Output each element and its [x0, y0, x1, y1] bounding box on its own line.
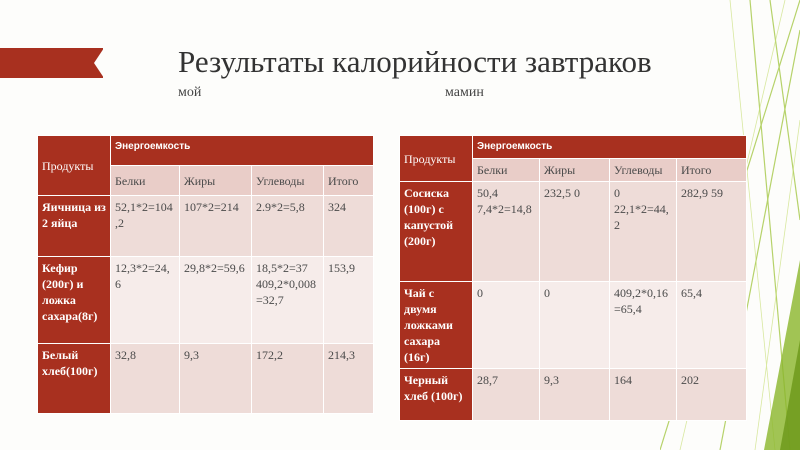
- table-row: [38, 257, 374, 344]
- column-header: Белки: [111, 166, 180, 196]
- table-cell: 324: [324, 196, 374, 257]
- table-cell: 50,4 7,4*2=14,8: [473, 182, 540, 282]
- header-products: Продукты: [400, 136, 473, 182]
- table-cell: 0: [540, 282, 610, 369]
- table-row: [38, 344, 374, 414]
- table-cell: 28,7: [473, 369, 540, 421]
- table-cell: 282,9 59: [677, 182, 747, 282]
- table-cell: 32,8: [111, 344, 180, 414]
- table-cell: 2.9*2=5,8: [252, 196, 324, 257]
- table-cell: 202: [677, 369, 747, 421]
- table-cell: 153,9: [324, 257, 374, 344]
- title-accent-bar: [0, 48, 103, 78]
- subtitle-left: мой: [178, 85, 202, 100]
- table-cell: 9,3: [540, 369, 610, 421]
- column-header: Белки: [473, 159, 540, 182]
- table-cell: 107*2=214: [180, 196, 252, 257]
- table-row: [38, 196, 374, 257]
- table-cell: 172,2: [252, 344, 324, 414]
- table-cell: 0 22,1*2=44,2: [610, 182, 677, 282]
- column-header: Жиры: [540, 159, 610, 182]
- table-cell: 0: [473, 282, 540, 369]
- row-product: Сосиска (100г) с капустой (200г): [400, 182, 473, 282]
- table-cell: 52,1*2=104,2: [111, 196, 180, 257]
- row-product: Кефир (200г) и ложка сахара(8г): [38, 257, 111, 344]
- row-product: Чай с двумя ложками сахара (16г): [400, 282, 473, 369]
- column-header: Итого: [324, 166, 374, 196]
- table-cell: 9,3: [180, 344, 252, 414]
- table-mom-breakfast: [399, 135, 747, 421]
- column-header: Углеводы: [610, 159, 677, 182]
- table-row: [400, 282, 747, 369]
- row-product: Черный хлеб (100г): [400, 369, 473, 421]
- column-header: Итого: [677, 159, 747, 182]
- table-my-breakfast: [37, 135, 374, 414]
- column-header: Жиры: [180, 166, 252, 196]
- table-cell: 18,5*2=37 409,2*0,008=32,7: [252, 257, 324, 344]
- page-title: Результаты калорийности завтраков: [178, 44, 652, 79]
- table-cell: 29,8*2=59,6: [180, 257, 252, 344]
- column-header: Углеводы: [252, 166, 324, 196]
- row-product: Белый хлеб(100г): [38, 344, 111, 414]
- table-cell: 12,3*2=24,6: [111, 257, 180, 344]
- table-row: [400, 369, 747, 421]
- header-energy: Энергоемкость: [111, 136, 374, 166]
- table-cell: 409,2*0,16=65,4: [610, 282, 677, 369]
- table-cell: 232,5 0: [540, 182, 610, 282]
- header-products: Продукты: [38, 136, 111, 196]
- table-cell: 65,4: [677, 282, 747, 369]
- table-cell: 164: [610, 369, 677, 421]
- table-row: [400, 182, 747, 282]
- subtitle-right: мамин: [445, 85, 484, 100]
- table-cell: 214,3: [324, 344, 374, 414]
- row-product: Яичница из 2 яйца: [38, 196, 111, 257]
- header-energy: Энергоемкость: [473, 136, 747, 159]
